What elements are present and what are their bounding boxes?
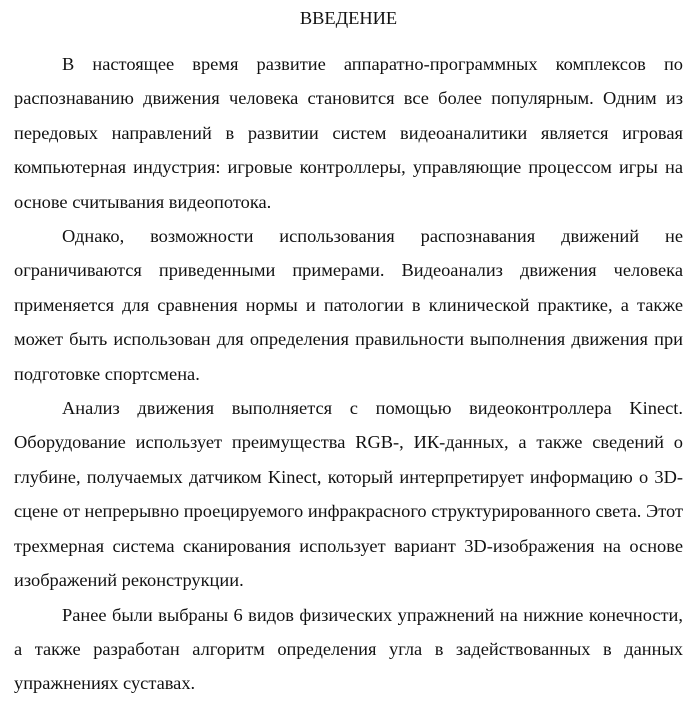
paragraph-intro: В настоящее время развитие аппаратно-программных комплексов по распознаванию движения человека становится все более популярным. Одним из передовых направлений в развитии систем видеоаналитики является игровая компьютерная индустрия: игровые контроллеры, управляющие процессом игры на основе считывания видеопотока. xyxy=(14,54,683,212)
document-title: ВВЕДЕНИЕ xyxy=(299,8,398,28)
paragraph-applications: Однако, возможности использования распознавания движений не ограничиваются приведенными примерами. Видеоанализ движения человека применяется для сравнения нормы и патологии в клинической практике, а также может быть использован для определения правильности выполнения движения при подготовке спортсмена. xyxy=(14,226,683,384)
paragraph-kinect: Анализ движения выполняется с помощью видеоконтроллера Kinect. Оборудование использует преимущества RGB-, ИК-данных, а также сведений о глубине, получаемых датчиком Kinect, который интерпретирует информацию о 3D-сцене от непрерывно проецируемого инфракрасного структурированного света. Этот трехмерная система сканирования использует вариант 3D-изображения на основе изображений реконструкции. xyxy=(14,398,683,591)
paragraph-exercises: Ранее были выбраны 6 видов физических упражнений на нижние конечности, а также разработан алгоритм определения угла в задействованных в данных упражнениях суставах. xyxy=(14,604,683,694)
